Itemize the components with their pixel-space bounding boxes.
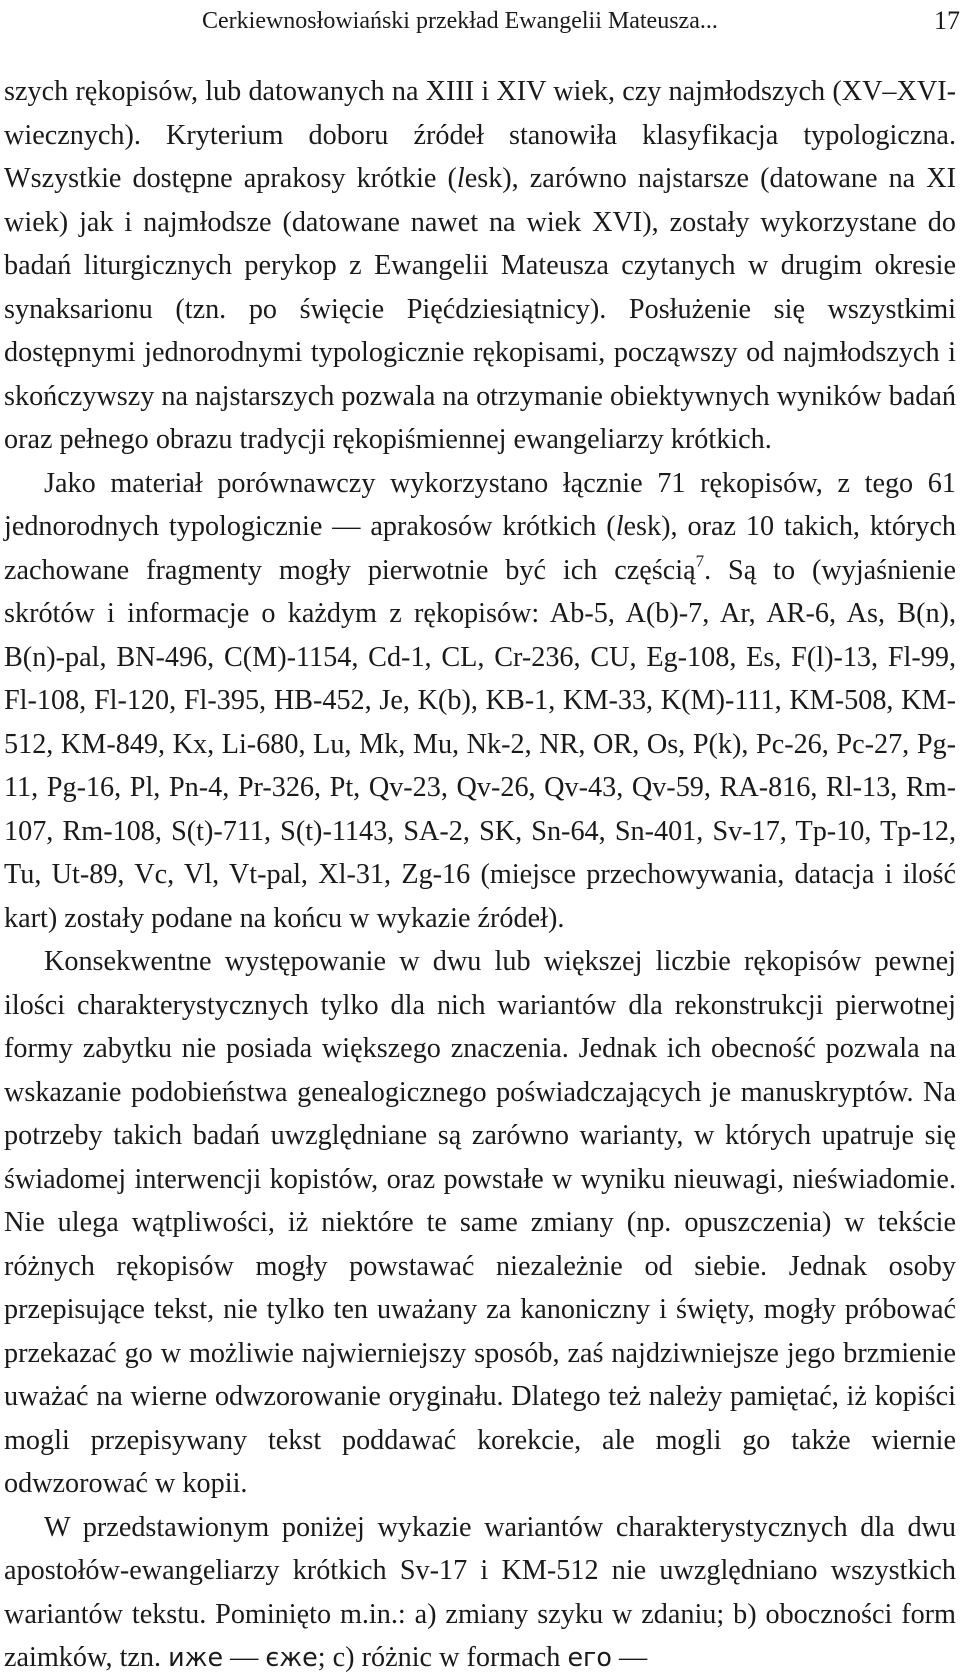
paragraph-3-text: Konsekwentne występowanie w dwu lub większej liczbie rękopisów pewnej ilości charakterystycznych tylko dla nich wariantów dla rekonstrukcji pierwotnej formy zabytku nie posiada większego znaczenia. Jednak ich obecność pozwala na wskazanie podobieństwa genealogicznego poświadczających je manuskryptów. Na potrzeby takich badań uwzględniane są zarówno warianty, w których upatruje się świadomej interwencji kopistów, oraz powstałe w wyniku nieuwagi, nieświadomie. Nie ulega wątpliwości, iż niektóre te same zmiany (np. opuszczenia) w tekście różnych rękopisów mogły powstawać niezależnie od siebie. Jednak osoby przepisujące tekst, nie tylko ten uważany za kanoniczny i święty, mogły próbować przekazać go w możliwie najwierniejszy sposób, zaś najdziwniejsze jego brzmienie uważać na wierne odwzorowanie oryginału. Dlatego też należy pamiętać, iż kopiści mogli przepisywany tekst poddawać korekcie, ale mogli go także wiernie odwzorować w kopii.: [4, 946, 956, 1499]
paragraph-4-text-b: —: [223, 1642, 266, 1673]
paragraph-3: [4, 940, 956, 1506]
paragraph-1-text-b: esk), zarówno najstarsze (datowane na XI wiek) jak i najmłodsze (datowane nawet na wiek XVI), zostały wykorzystane do badań liturgicznych perykop z Ewangelii Mateusza czytanych w drugim okresie synaksarionu (tzn. po święcie Pięćdziesiątnicy). Posłużenie się wszystkimi dostępnymi jednorodnymi typologicznie rękopisami, począwszy od najmłodszych i skończywszy na najstarszych pozwala na otrzymanie obiektywnych wyników badań oraz pełnego obrazu tradycji rękopiśmiennej ewangeliarzy krótkich.: [4, 163, 956, 455]
page-number: 17: [934, 6, 960, 35]
running-title: Cerkiewnosłowiański przekład Ewangelii Mateusza...: [202, 8, 718, 34]
paragraph-2-text-c: . Są to (wyjaśnienie skrótów i informacje o każdym z rękopisów: Ab-5, A(b)-7, Ar, AR-6, As, B(n), B(n)-pal, BN-496, C(M)-1154, Cd-1, CL, Cr-236, CU, Eg-108, Es, F(l)-13, Fl-99, Fl-108, Fl-120, Fl-395, HB-452, Je, K(b), KB-1, KM-33, K(M)-111, KM-508, KM-512, KM-849, Kx, Li-680, Lu, Mk, Mu, Nk-2, NR, OR, Os, P(k), Pc-26, Pc-27, Pg-11, Pg-16, Pl, Pn-4, Pr-326, Pt, Qv-23, Qv-26, Qv-43, Qv-59, RA-816, Rl-13, Rm-107, Rm-108, S(t)-711, S(t)-1143, SA-2, SK, Sn-64, Sn-401, Sv-17, Tp-10, Tp-12, Tu, Ut-89, Vc, Vl, Vt-pal, Xl-31, Zg-16 (miejsce przechowywania, datacja i ilość kart) zostały podane na końcu w wykazie źródeł).: [4, 554, 956, 934]
paragraph-4: [4, 1506, 956, 1680]
paragraph-2: [4, 462, 956, 941]
footnote-marker[interactable]: 7: [695, 550, 705, 570]
page-body: [4, 70, 956, 1680]
paragraph-2-text-a: Jako materiał porównawczy wykorzystano łącznie 71 rękopisów, z tego 61 jednorodnych typologicznie — aprakosów krótkich (: [4, 467, 956, 542]
paragraph-1-text-a: szych rękopisów, lub datowanych na XIII i XIV wiek, czy najmłodszych (XV–XVI-wiecznych). Kryterium doboru źródeł stanowiła klasyfikacja typologiczna. Wszystkie dostępne aprakosy krótkie (: [4, 76, 956, 194]
running-head: [0, 6, 960, 36]
paragraph-4-text-c: ; c) różnic w formach: [317, 1642, 568, 1673]
paragraph-4-text-d: —: [611, 1642, 648, 1673]
paragraph-2-italic-l: l: [615, 511, 624, 542]
paragraph-1: [4, 70, 956, 462]
paragraph-2-text-b: esk), oraz 10 takich, których zachowane fragmenty mogły pierwotnie być ich częścią: [4, 511, 956, 586]
paragraph-1-italic-l: l: [456, 163, 465, 194]
cyrillic-form-ego: его: [567, 1642, 612, 1672]
cyrillic-form-eze: єже: [265, 1642, 318, 1672]
cyrillic-form-ize: иже: [168, 1642, 224, 1672]
paragraph-4-text-a: W przedstawionym poniżej wykazie wariantów charakterystycznych dla dwu apostołów-ewangeliarzy krótkich Sv-17 i KM-512 nie uwzględniano wszystkich wariantów tekstu. Pominięto m.in.: a) zmiany szyku w zdaniu; b) oboczności form zaimków, tzn.: [4, 1511, 956, 1673]
